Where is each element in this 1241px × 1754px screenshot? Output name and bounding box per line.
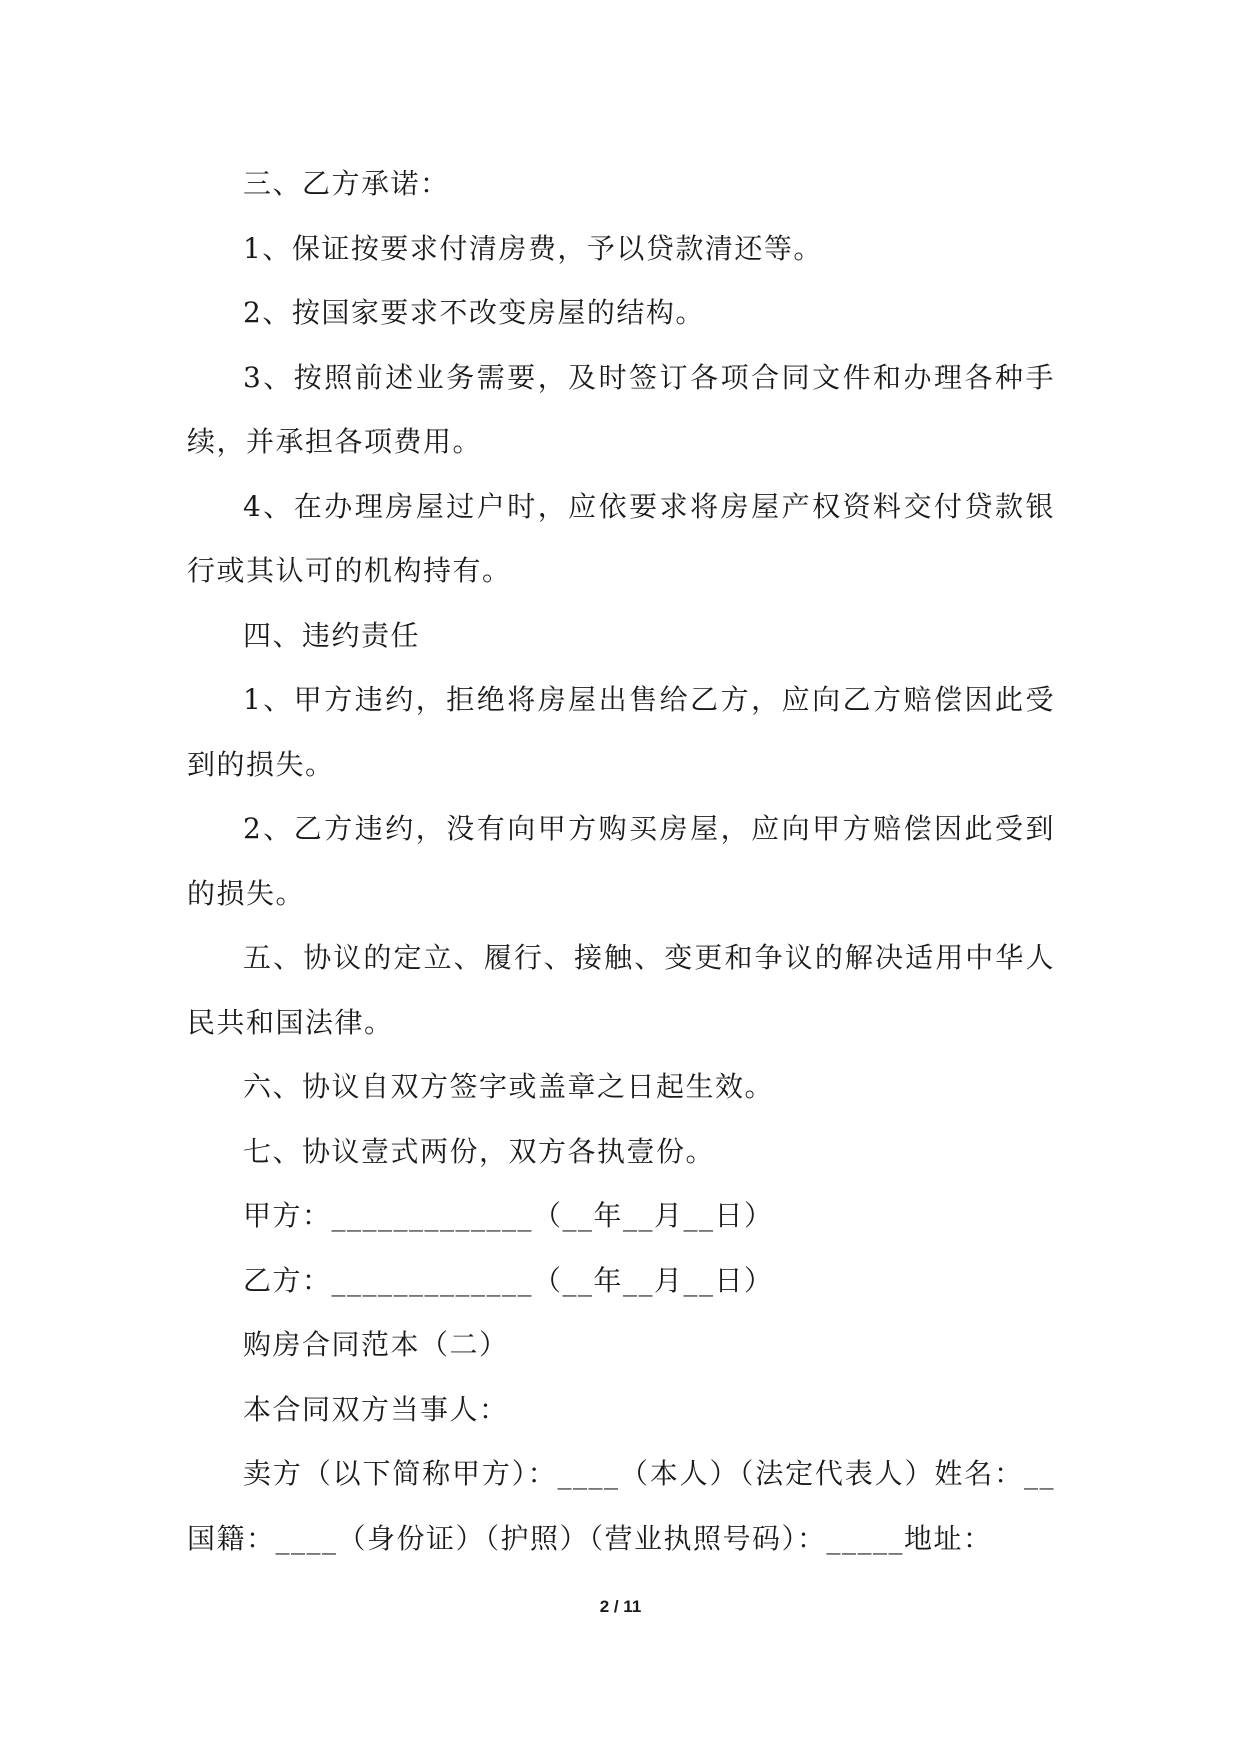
paragraph: 六、协议自双方签字或盖章之日起生效。: [243, 1070, 775, 1103]
page-number: 2 / 11: [599, 1597, 642, 1616]
paragraph: 五、协议的定立、履行、接触、变更和争议的解决适用中华人民共和国法律。: [187, 941, 1055, 1039]
paragraph: 1、保证按要求付清房费，予以贷款清还等。: [243, 231, 823, 265]
paragraph: 3、按照前述业务需要，及时签订各项合同文件和办理各种手续，并承担各项费用。: [187, 360, 1055, 458]
section-title-contract-two: 购房合同范本（二）: [243, 1328, 509, 1361]
section-heading-liability: 四、违约责任: [243, 618, 421, 652]
paragraph: 本合同双方当事人：: [243, 1392, 509, 1426]
signature-line-party-b: 乙方：_____________（__年__月__日）: [243, 1263, 774, 1297]
paragraph: 4、在办理房屋过户时，应依要求将房屋产权资料交付贷款银行或其认可的机构持有。: [187, 489, 1055, 587]
paragraph: 1、甲方违约，拒绝将房屋出售给乙方，应向乙方赔偿因此受到的损失。: [187, 683, 1055, 781]
signature-line-party-a: 甲方：_____________（__年__月__日）: [243, 1199, 774, 1232]
paragraph-seller-info: 卖方（以下简称甲方）：____（本人）（法定代表人）姓名：__国籍：____（身份证）（护照）（营业执照号码）：_____地址：: [187, 1457, 1055, 1555]
paragraph: 七、协议壹式两份，双方各执壹份。: [243, 1134, 716, 1168]
section-heading-obligations: 三、乙方承诺：: [243, 167, 450, 200]
paragraph: 2、乙方违约，没有向甲方购买房屋，应向甲方赔偿因此受到的损失。: [187, 812, 1055, 910]
paragraph: 2、按国家要求不改变房屋的结构。: [243, 296, 705, 329]
document-body: [187, 152, 1055, 1571]
